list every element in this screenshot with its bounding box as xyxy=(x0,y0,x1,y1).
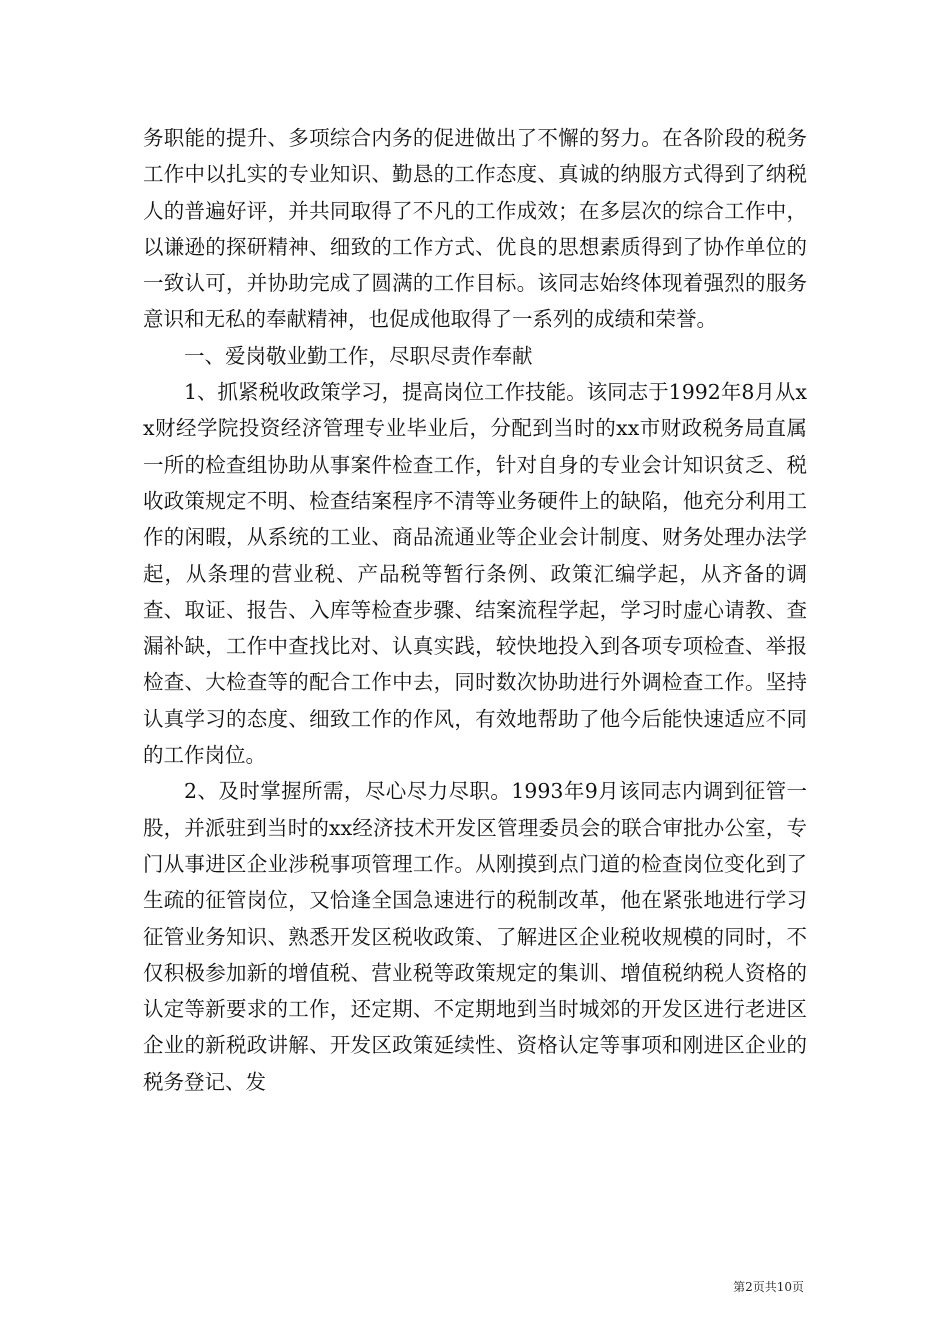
paragraph-2: 1、抓紧税收政策学习，提高岗位工作技能。该同志于1992年8月从xx财经学院投资经济管理专业毕业后，分配到当时的xx市财政税务局直属一所的检查组协助从事案件检查工作，针对自身的专业会计知识贫乏、税收政策规定不明、检查结案程序不清等业务硬件上的缺陷，他充分利用工作的闲暇，从系统的工业、商品流通业等企业会计制度、财务处理办法学起，从条理的营业税、产品税等暂行条例、政策汇编学起，从齐备的调查、取证、报告、入库等检查步骤、结案流程学起，学习时虚心请教、查漏补缺，工作中查找比对、认真实践，较快地投入到各项专项检查、举报检查、大检查等的配合工作中去，同时数次协助进行外调检查工作。坚持认真学习的态度、细致工作的作风，有效地帮助了他今后能快速适应不同的工作岗位。 xyxy=(143,380,807,768)
page-number: 第2页共10页 xyxy=(733,1280,804,1294)
paragraph-1: 务职能的提升、多项综合内务的促进做出了不懈的努力。在各阶段的税务工作中以扎实的专业知识、勤恳的工作态度、真诚的纳服方式得到了纳税人的普遍好评，并共同取得了不凡的工作成效；在多层次的综合工作中，以谦逊的探研精神、细致的工作方式、优良的思想素质得到了协作单位的一致认可，并协助完成了圆满的工作目标。该同志始终体现着强烈的服务意识和无私的奉献精神，也促成他取得了一系列的成绩和荣誉。 xyxy=(143,126,807,332)
paragraph-3: 2、及时掌握所需，尽心尽力尽职。1993年9月该同志内调到征管一股，并派驻到当时的xx经济技术开发区管理委员会的联合审批办公室，专门从事进区企业涉税事项管理工作。从刚摸到点门道的检查岗位变化到了生疏的征管岗位，又恰逢全国急速进行的税制改革，他在紧张地进行学习征管业务知识、熟悉开发区税收政策、了解进区企业税收规模的同时，不仅积极参加新的增值税、营业税等政策规定的集训、增值税纳税人资格的认定等新要求的工作，还定期、不定期地到当时城郊的开发区进行老进区企业的新税政讲解、开发区政策延续性、资格认定等事项和刚进区企业的税务登记、发 xyxy=(143,779,807,1094)
section-heading: 一、爱岗敬业勤工作，尽职尽责作奉献 xyxy=(184,343,533,368)
document-body xyxy=(143,120,807,1100)
